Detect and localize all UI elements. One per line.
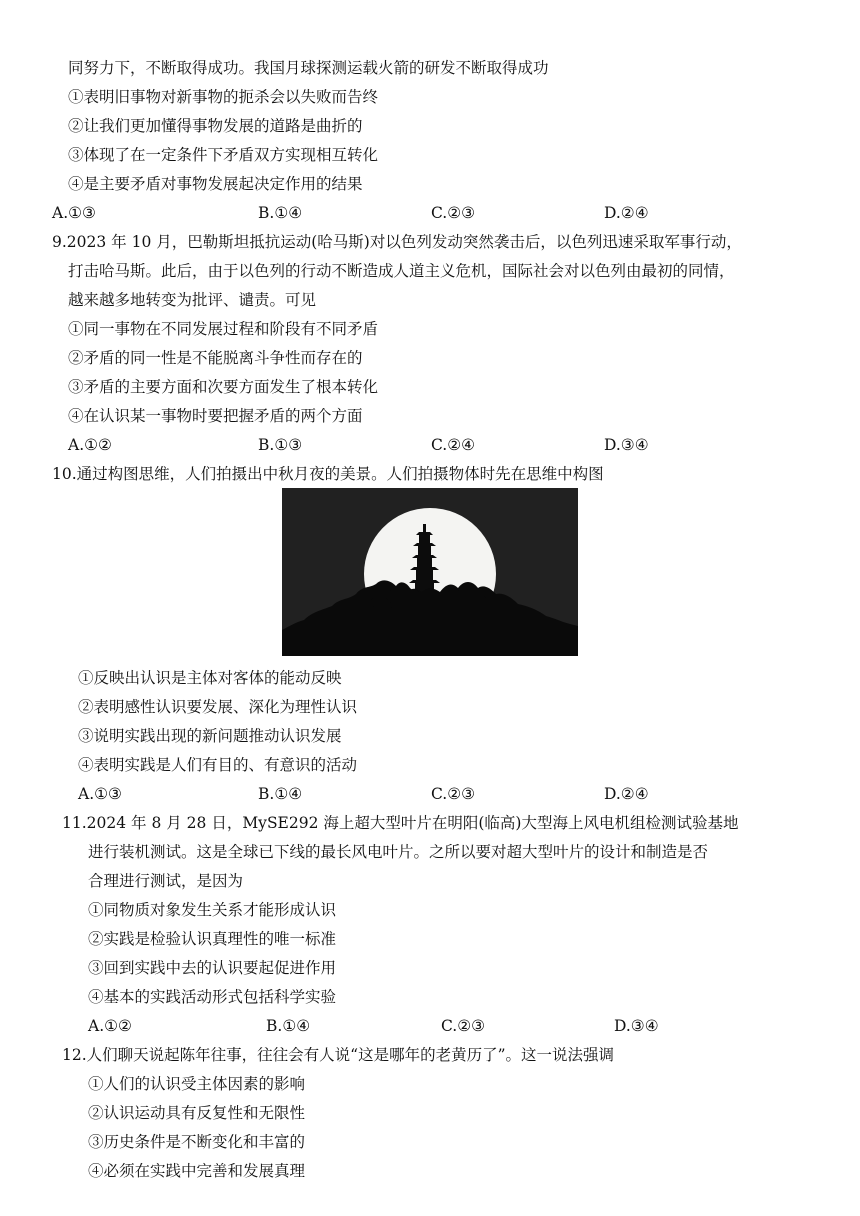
q12-stem: 12.人们聊天说起陈年往事，往往会有人说“这是哪年的老黄历了”。这一说法强调 — [62, 1046, 615, 1064]
moon-pagoda-photo — [282, 488, 578, 656]
q8-option-c: C.②③ — [431, 204, 476, 222]
q10-option-b: B.①④ — [258, 785, 303, 803]
q11-option-a: A.①② — [88, 1017, 132, 1035]
q11-option-b: B.①④ — [266, 1017, 311, 1035]
q11-option-d: D.③④ — [614, 1017, 659, 1035]
q11-item-4: ④基本的实践活动形式包括科学实验 — [88, 988, 337, 1006]
q11-stem-line-1: 11.2024 年 8 月 28 日，MySE292 海上超大型叶片在明阳(临高)大型海上风电机组检测试验基地 — [62, 814, 739, 832]
q10-stem: 10.通过构图思维，人们拍摄出中秋月夜的美景。人们拍摄物体时先在思维中构图 — [52, 465, 604, 483]
q8-option-a: A.①③ — [52, 204, 96, 222]
q8-item-3: ③体现了在一定条件下矛盾双方实现相互转化 — [68, 146, 379, 164]
q8-stem-continuation: 同努力下，不断取得成功。我国月球探测运载火箭的研发不断取得成功 — [68, 59, 549, 77]
q12-item-4: ④必须在实践中完善和发展真理 — [88, 1162, 306, 1180]
q12-item-2: ②认识运动具有反复性和无限性 — [88, 1104, 306, 1122]
q11-item-1: ①同物质对象发生关系才能形成认识 — [88, 901, 337, 919]
q10-item-3: ③说明实践出现的新问题推动认识发展 — [78, 727, 342, 745]
q9-stem-line-2: 打击哈马斯。此后，由于以色列的行动不断造成人道主义危机，国际社会对以色列由最初的同情， — [68, 262, 735, 280]
q12-item-3: ③历史条件是不断变化和丰富的 — [88, 1133, 306, 1151]
q9-stem-line-3: 越来越多地转变为批评、谴责。可见 — [68, 291, 317, 309]
q9-item-1: ①同一事物在不同发展过程和阶段有不同矛盾 — [68, 320, 379, 338]
q8-item-1: ①表明旧事物对新事物的扼杀会以失败而告终 — [68, 88, 379, 106]
q10-option-a: A.①③ — [78, 785, 122, 803]
q9-item-2: ②矛盾的同一性是不能脱离斗争性而存在的 — [68, 349, 363, 367]
q10-option-c: C.②③ — [431, 785, 476, 803]
q9-item-3: ③矛盾的主要方面和次要方面发生了根本转化 — [68, 378, 379, 396]
q11-option-c: C.②③ — [441, 1017, 486, 1035]
q10-item-2: ②表明感性认识要发展、深化为理性认识 — [78, 698, 358, 716]
q8-item-4: ④是主要矛盾对事物发展起决定作用的结果 — [68, 175, 363, 193]
q9-option-a: A.①② — [68, 436, 112, 454]
q10-item-4: ④表明实践是人们有目的、有意识的活动 — [78, 756, 358, 774]
q8-option-d: D.②④ — [604, 204, 649, 222]
q8-option-b: B.①④ — [258, 204, 303, 222]
q12-item-1: ①人们的认识受主体因素的影响 — [88, 1075, 306, 1093]
q8-item-2: ②让我们更加懂得事物发展的道路是曲折的 — [68, 117, 363, 135]
q11-stem-line-2: 进行装机测试。这是全球已下线的最长风电叶片。之所以要对超大型叶片的设计和制造是否 — [88, 843, 709, 861]
moon-pagoda-image — [282, 488, 578, 656]
q9-option-d: D.③④ — [604, 436, 649, 454]
q9-option-c: C.②④ — [431, 436, 476, 454]
q10-option-d: D.②④ — [604, 785, 649, 803]
q11-item-2: ②实践是检验认识真理性的唯一标准 — [88, 930, 337, 948]
q9-stem-line-1: 9.2023 年 10 月，巴勒斯坦抵抗运动(哈马斯)对以色列发动突然袭击后，以色列迅速采取军事行动， — [52, 233, 742, 251]
q10-item-1: ①反映出认识是主体对客体的能动反映 — [78, 669, 342, 687]
q11-stem-line-3: 合理进行测试，是因为 — [88, 872, 244, 890]
q9-option-b: B.①③ — [258, 436, 303, 454]
q11-item-3: ③回到实践中去的认识要起促进作用 — [88, 959, 337, 977]
q9-item-4: ④在认识某一事物时要把握矛盾的两个方面 — [68, 407, 363, 425]
